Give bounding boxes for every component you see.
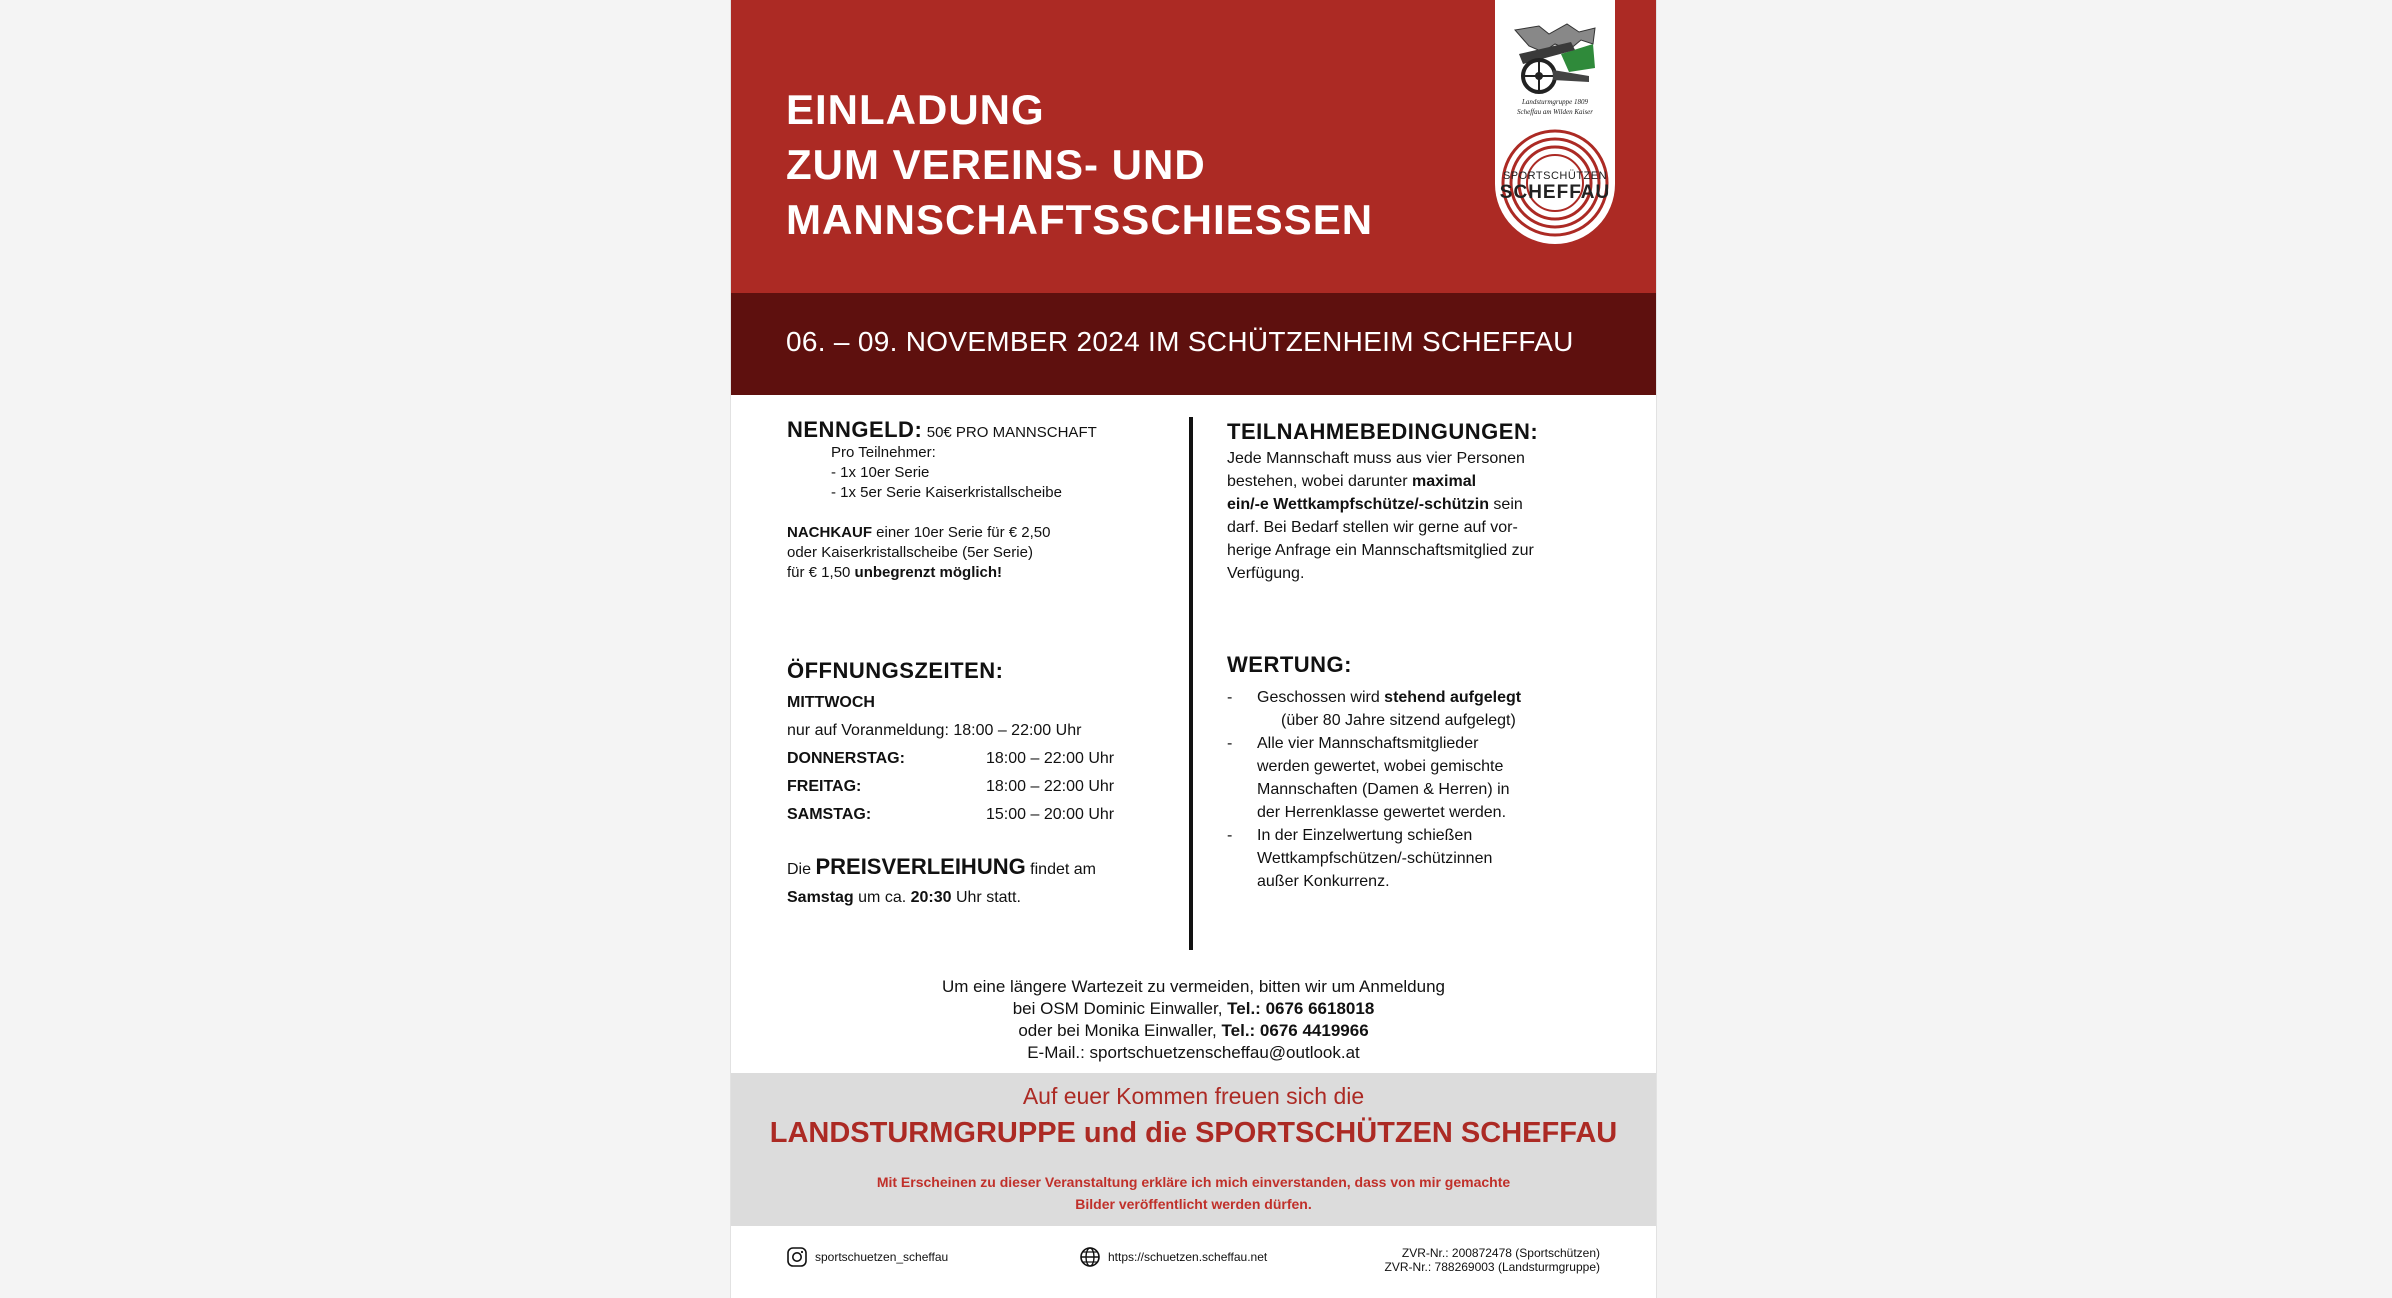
scoring-text: Wettkampfschützen/-schützinnen <box>1257 850 1493 867</box>
scoring-item: - Geschossen wird stehend aufgelegt (über 80 Jahre sitzend aufgelegt) <box>1227 686 1607 732</box>
conditions-line: herige Anfrage ein Mannschaftsmitglied zur <box>1227 542 1534 559</box>
page-title <box>786 82 1373 247</box>
nachkauf-line3: für € 1,50 <box>787 564 855 581</box>
prize-time: 20:30 <box>910 889 952 906</box>
closing-line-2: LANDSTURMGRUPPE und die SPORTSCHÜTZEN SCHEFFAU <box>769 1117 1618 1149</box>
consent-line: Mit Erscheinen zu dieser Veranstaltung erkläre ich mich einverstanden, dass von mir gemachte <box>876 1174 1511 1190</box>
left-column <box>787 417 1147 912</box>
date-bar <box>731 293 1656 395</box>
scoring-text: In der Einzelwertung schießen <box>1257 827 1473 844</box>
event-date: 06. – 09. NOVEMBER 2024 IM SCHÜTZENHEIM SCHEFFAU <box>786 326 1574 357</box>
prize-heading: PREISVERLEIHUNG <box>815 854 1026 879</box>
hours-day-mittwoch: MITTWOCH <box>787 694 875 711</box>
scoring-list <box>1227 686 1607 893</box>
logo-sport-text-2: SCHEFFAU <box>1499 182 1611 203</box>
scoring-text: Mannschaften (Damen & Herren) in <box>1257 781 1510 798</box>
hours-day: FREITAG: <box>787 778 862 795</box>
website-link[interactable] <box>1079 1246 1267 1268</box>
per-participant: Pro Teilnehmer: <box>831 444 936 461</box>
hours-row <box>787 801 1147 829</box>
scoring-heading: WERTUNG: <box>1227 652 1352 677</box>
conditions-line: sein <box>1488 496 1523 513</box>
instagram-link[interactable] <box>786 1246 948 1268</box>
landsturm-logo <box>1505 10 1605 120</box>
scoring-text: Geschossen wird <box>1257 689 1385 706</box>
hours-time: 18:00 – 22:00 Uhr <box>986 778 1115 795</box>
contact-phone: Tel.: 0676 4419966 <box>1221 1021 1369 1040</box>
scoring-item: - Alle vier Mannschaftsmitglieder werden gewertet, wobei gemischte Mannschaften (Damen & Herren) in der Herrenklasse gewertet werden. <box>1227 732 1607 824</box>
conditions-heading: TEILNAHMEBEDINGUNGEN: <box>1227 419 1539 444</box>
scoring-item: - In der Einzelwertung schießen Wettkampfschützen/-schützinnen außer Konkurrenz. <box>1227 824 1607 893</box>
landsturm-logo-text-2: Scheffau am Wilden Kaiser <box>1516 108 1594 116</box>
scoring-text: Alle vier Mannschaftsmitglieder <box>1257 735 1479 752</box>
title-line-1: EINLADUNG <box>786 86 1045 133</box>
hours-time: 15:00 – 20:00 Uhr <box>986 806 1115 823</box>
hours-row <box>787 745 1147 773</box>
nachkauf-unlimited: unbegrenzt möglich! <box>854 564 1003 581</box>
contact-line: Um eine längere Wartezeit zu vermeiden, bitten wir um Anmeldung <box>942 977 1445 996</box>
instagram-icon <box>786 1246 808 1268</box>
conditions-line: Jede Mannschaft muss aus vier Personen <box>1227 450 1525 467</box>
scoring-bold: stehend aufgelegt <box>1384 689 1522 706</box>
prize-prefix: Die <box>787 861 816 878</box>
title-line-3: MANNSCHAFTSSCHIESSEN <box>786 196 1374 243</box>
header-banner <box>731 0 1656 293</box>
footer <box>731 1226 1656 1298</box>
contact-phone: Tel.: 0676 6618018 <box>1227 999 1375 1018</box>
nachkauf-text <box>787 523 1147 583</box>
hours-time: 18:00 – 22:00 Uhr <box>986 750 1115 767</box>
nachkauf-label: NACHKAUF <box>787 524 872 541</box>
hours-row <box>787 773 1147 801</box>
instagram-handle: sportschuetzen_scheffau <box>815 1250 949 1264</box>
contact-line: oder bei Monika Einwaller, <box>1018 1021 1222 1040</box>
nachkauf-line1: einer 10er Serie für € 2,50 <box>872 524 1051 541</box>
hours-mittwoch-note: nur auf Voranmeldung: 18:00 – 22:00 Uhr <box>787 722 1082 739</box>
website-url: https://schuetzen.scheffau.net <box>1108 1250 1268 1264</box>
zvr-line: ZVR-Nr.: 200872478 (Sportschützen) <box>1401 1246 1600 1260</box>
logo-sport-text-1: SPORTSCHÜTZEN <box>1502 170 1608 182</box>
hours-heading: ÖFFNUNGSZEITEN: <box>787 658 1004 683</box>
contact-info <box>731 976 1656 1064</box>
zvr-numbers <box>1385 1246 1600 1274</box>
closing-banner <box>731 1073 1656 1226</box>
globe-icon <box>1079 1246 1101 1268</box>
prize-day: Samstag <box>787 889 854 906</box>
contact-line: bei OSM Dominic Einwaller, <box>1012 999 1228 1018</box>
nenngeld-value: 50€ PRO MANNSCHAFT <box>926 424 1097 441</box>
prize-suffix: findet am <box>1025 861 1096 878</box>
title-line-2: ZUM VEREINS- UND <box>786 141 1206 188</box>
consent-line: Bilder veröffentlicht werden dürfen. <box>1075 1196 1312 1212</box>
hours-list <box>787 689 1147 829</box>
contact-email: E-Mail.: sportschuetzenscheffau@outlook.at <box>1027 1043 1360 1062</box>
nenngeld-item: - 1x 5er Serie Kaiserkristallscheibe <box>831 484 1062 501</box>
consent-text <box>731 1171 1656 1215</box>
conditions-line: bestehen, wobei darunter <box>1227 473 1413 490</box>
nenngeld-item: - 1x 10er Serie <box>831 464 930 481</box>
closing-line-1: Auf euer Kommen freuen sich die <box>1022 1083 1365 1109</box>
prize-end: Uhr statt. <box>951 889 1021 906</box>
conditions-bold: ein/-e Wettkampfschütze/-schützin <box>1227 496 1489 513</box>
prize-text <box>787 853 1147 912</box>
conditions-line: darf. Bei Bedarf stellen wir gerne auf vor- <box>1227 519 1518 536</box>
nachkauf-line2: oder Kaiserkristallscheibe (5er Serie) <box>787 544 1033 561</box>
cannon-icon <box>1509 10 1601 102</box>
column-divider <box>1189 417 1193 950</box>
nenngeld-line <box>787 417 1147 443</box>
conditions-line: Verfügung. <box>1227 565 1305 582</box>
conditions-bold: maximal <box>1412 473 1477 490</box>
scoring-text: der Herrenklasse gewertet werden. <box>1257 804 1507 821</box>
hours-day: SAMSTAG: <box>787 806 872 823</box>
hours-day: DONNERSTAG: <box>787 750 905 767</box>
scoring-text: außer Konkurrenz. <box>1257 873 1390 890</box>
prize-mid: um ca. <box>853 889 911 906</box>
conditions-text <box>1227 447 1607 585</box>
right-column <box>1227 420 1607 893</box>
scoring-text: werden gewertet, wobei gemischte <box>1257 758 1504 775</box>
nenngeld-label: NENNGELD: <box>787 417 923 442</box>
invitation-page <box>730 0 1657 1298</box>
landsturm-logo-text-1: Landsturmgruppe 1809 <box>1522 98 1588 106</box>
logo-tab <box>1495 0 1615 244</box>
scoring-sub: (über 80 Jahre sitzend aufgelegt) <box>1281 712 1516 729</box>
zvr-line: ZVR-Nr.: 788269003 (Landsturmgruppe) <box>1384 1260 1600 1274</box>
